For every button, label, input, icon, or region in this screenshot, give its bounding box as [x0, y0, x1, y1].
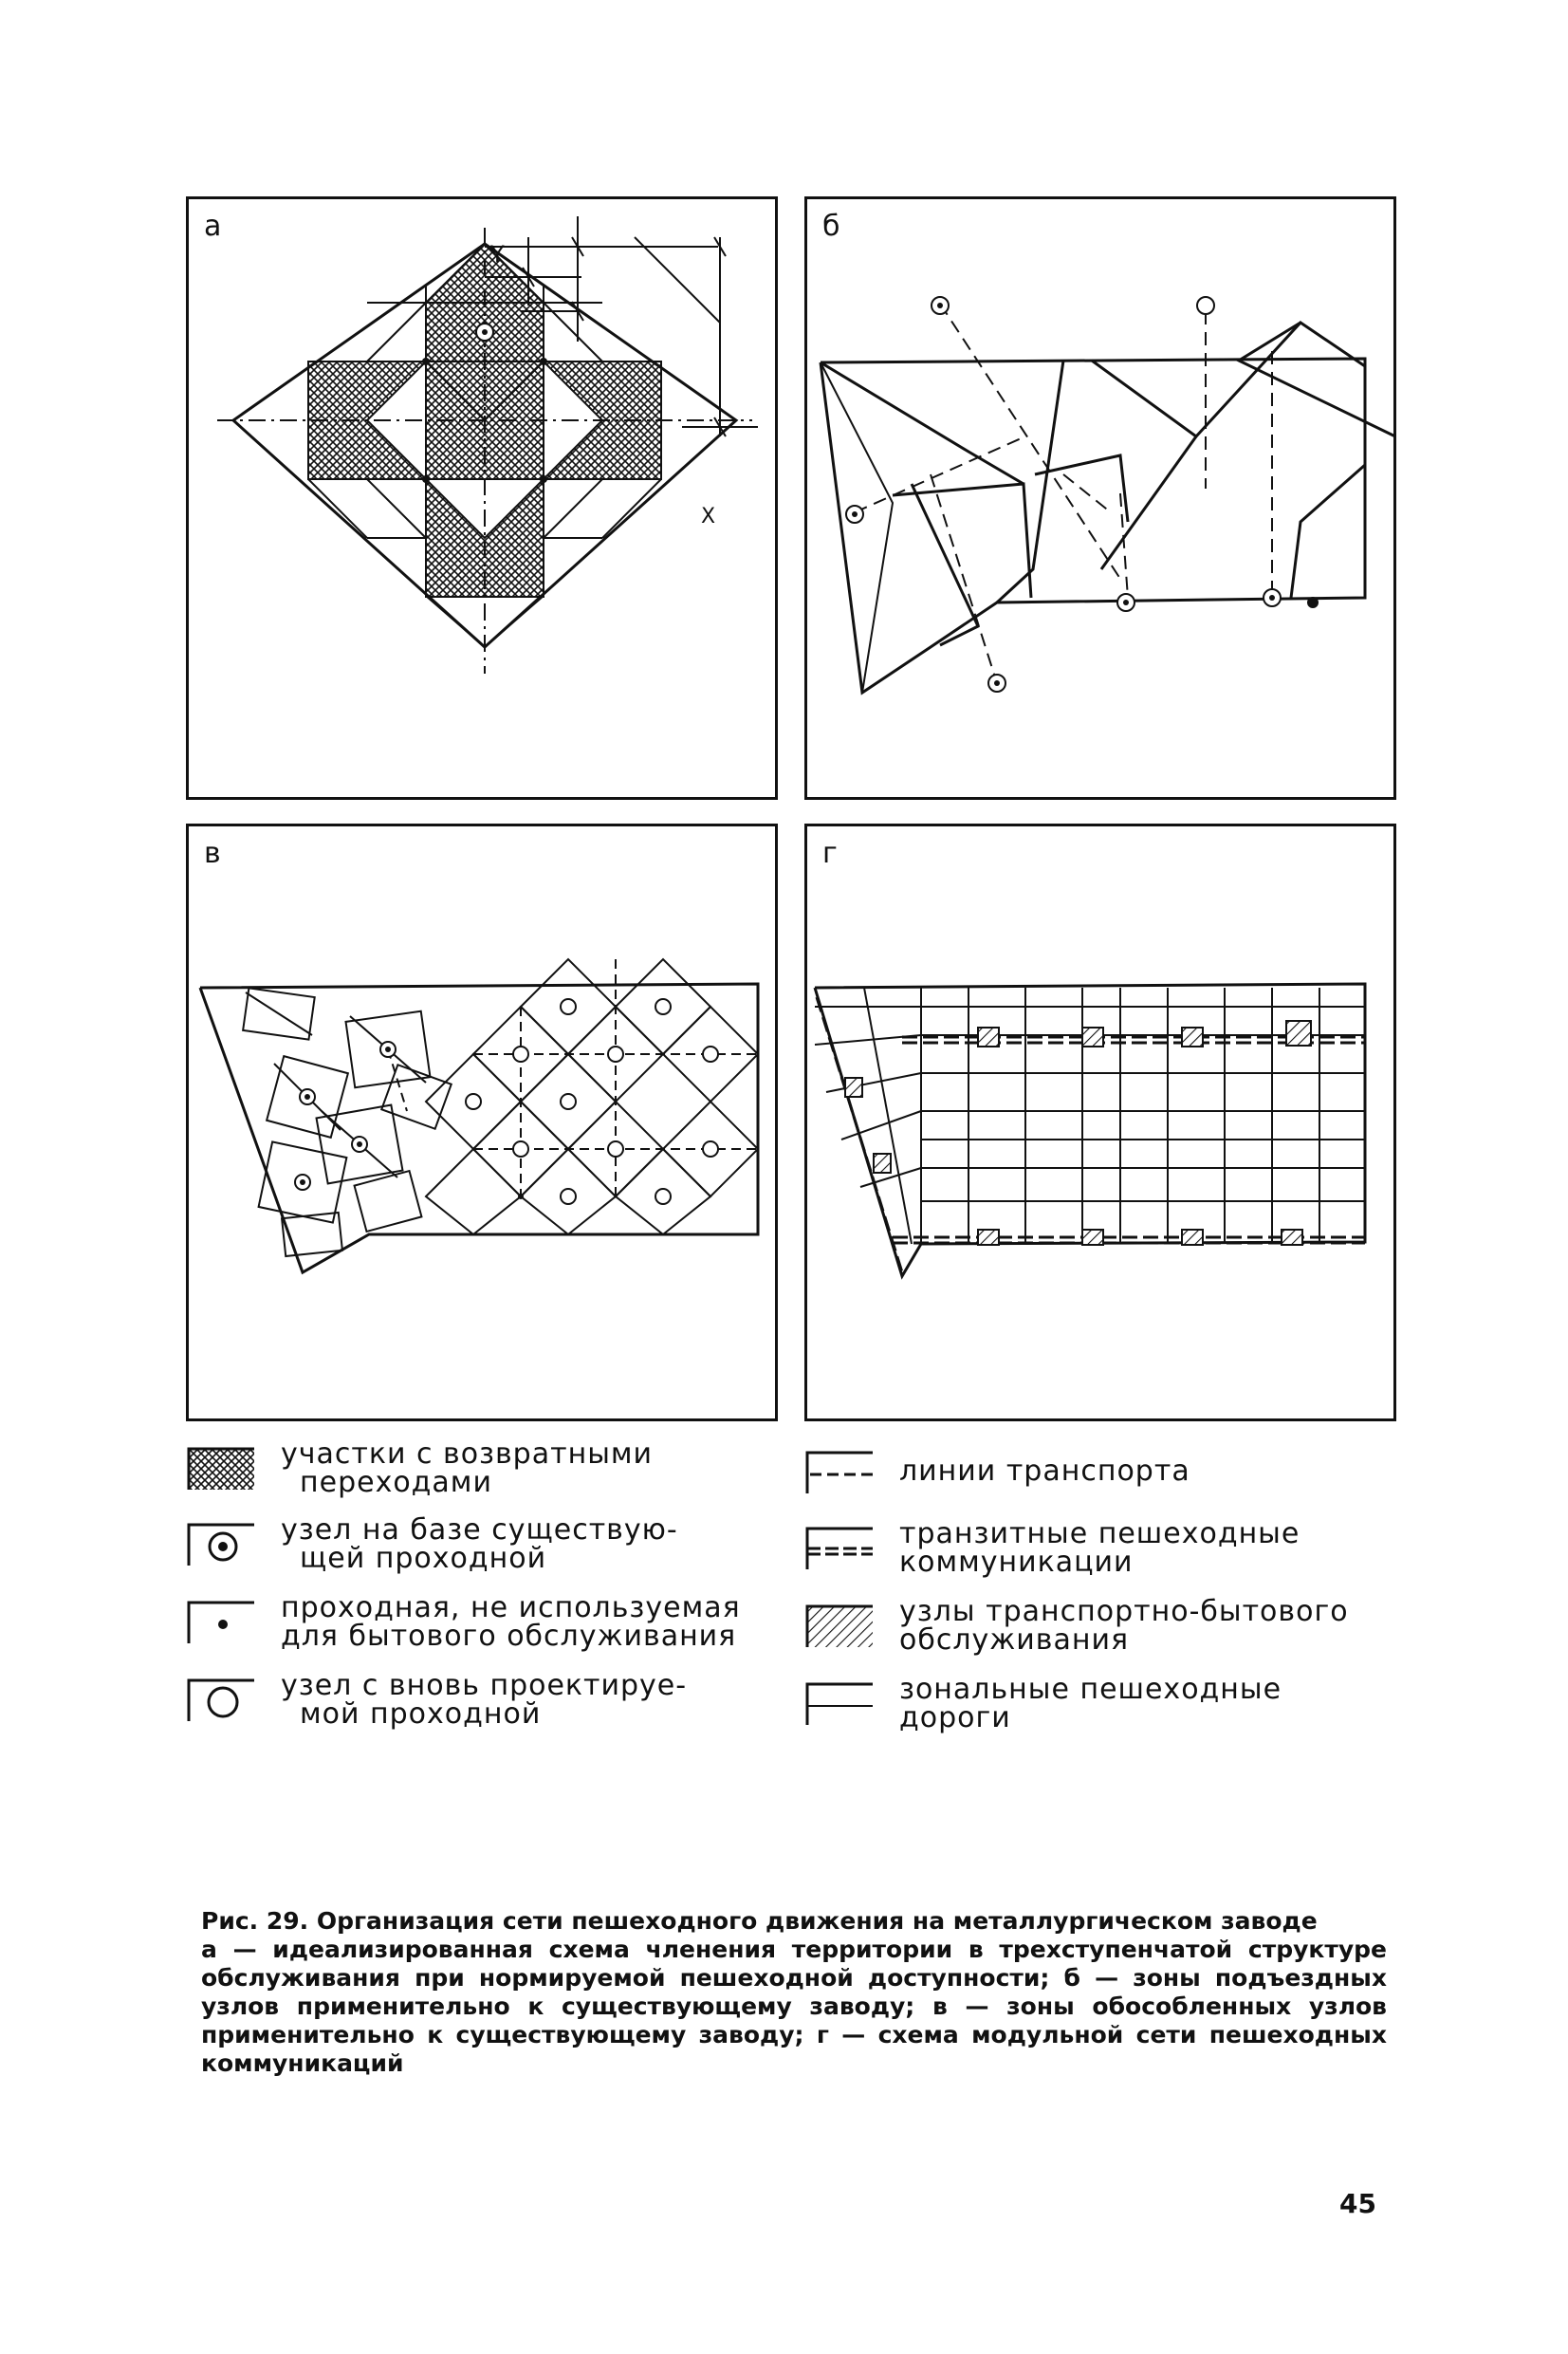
ring-dot-icon	[186, 1522, 254, 1566]
legend-text-line: переходами	[300, 1466, 492, 1499]
legend-text-line: для бытового обслуживания	[281, 1620, 737, 1653]
legend-text-line: проходная, не используемая	[281, 1591, 741, 1624]
legend-text-line: коммуникации	[899, 1546, 1134, 1579]
axis-label-x: X	[701, 505, 716, 528]
crosshatch-icon	[186, 1446, 254, 1490]
panel-label-g: г	[822, 837, 838, 870]
dot-icon	[186, 1600, 254, 1643]
double-line-icon	[804, 1526, 873, 1569]
figure-caption	[201, 1907, 1387, 2078]
legend-text-line: щей проходной	[300, 1542, 547, 1575]
ring-icon	[186, 1677, 254, 1721]
split-box-icon	[804, 1681, 873, 1725]
panel-label-v: в	[204, 837, 221, 870]
panel-label-b: б	[822, 210, 840, 243]
panel-label-a: а	[204, 210, 222, 243]
caption-title: Рис. 29. Организация сети пешеходного движения на металлургическом заводе	[201, 1907, 1318, 1935]
legend-text-line: обслуживания	[899, 1623, 1130, 1657]
idealized-scheme-diagram	[189, 199, 781, 803]
legend-text-line: мой проходной	[300, 1697, 542, 1731]
legend-text-line: узел на базе существую-	[281, 1513, 678, 1547]
legend-text-line: узел с вновь проектируе-	[281, 1669, 688, 1702]
legend-text-line: зональные пешеходные	[899, 1673, 1282, 1706]
panel-a	[186, 196, 778, 800]
legend-text-line: узлы транспортно-бытового	[899, 1595, 1349, 1628]
axis-label-y: Y	[490, 241, 505, 268]
legend-text-line: линии транспорта	[899, 1455, 1190, 1488]
page-number: 45	[1339, 2188, 1376, 2219]
panel-b	[804, 196, 1396, 800]
legend-text-line: транзитные пешеходные	[899, 1517, 1301, 1550]
panel-v	[186, 824, 778, 1421]
isolated-node-zones-diagram	[189, 826, 781, 1424]
dashed-line-icon	[804, 1450, 873, 1493]
legend-text-line: участки с возвратными	[281, 1437, 654, 1471]
caption-body: а — идеализированная схема членения территории в трехступенчатой структуре обслуживания при нормируемой пешеходной доступности; б — зоны подъездных узлов применительно к существующему заводу; в — зоны обособленных узлов применительно к существующему заводу; г — схема модульной сети пешеходных коммуникаций	[201, 1936, 1387, 2077]
modular-network-diagram	[807, 826, 1399, 1424]
legend-text-line: дороги	[899, 1701, 1011, 1734]
entry-node-zones-diagram	[807, 199, 1399, 803]
hatched-icon	[804, 1603, 873, 1647]
panel-g	[804, 824, 1396, 1421]
